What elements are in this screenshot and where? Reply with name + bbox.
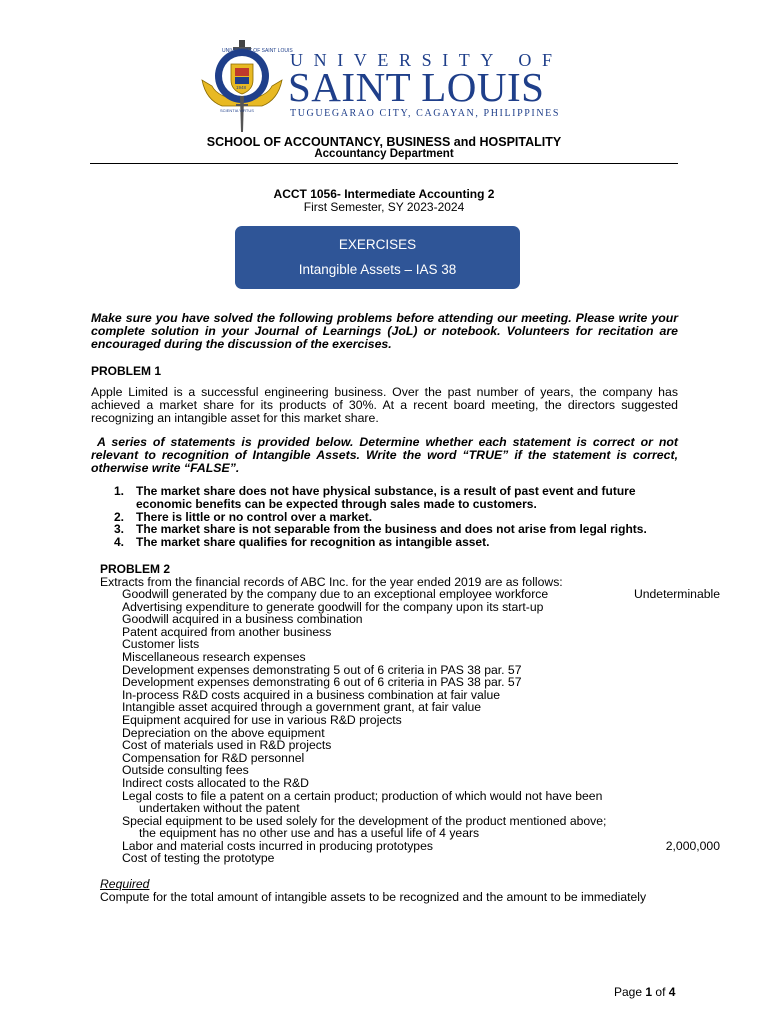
department-name: Accountancy Department <box>314 148 454 160</box>
required-label: Required <box>100 877 150 891</box>
problem1-instruction <box>91 436 678 475</box>
university-seal-logo <box>200 40 293 134</box>
statement-text: The market share qualifies for recognition as intangible asset. <box>136 535 490 550</box>
item-continuation: the equipment has no other use and has a useful life of 4 years <box>139 826 480 841</box>
item-label: Compensation for R&D personnel <box>122 750 305 765</box>
page-total: 4 <box>668 985 676 999</box>
semester-label: First Semester, SY 2023-2024 <box>303 200 465 214</box>
problem1-instruction-text: A series of statements is provided below. Determine whether each statement is correct or not relevant to recognition of Intangible Assets. Write the word “TRUE” if the statement is correct, otherwise write “FALSE”. <box>91 435 678 475</box>
statement-text: The market share does not have physical substance, is a result of past event and future economic benefits can be expected through sales made to customers. <box>136 484 636 511</box>
statement-text: There is little or no control over a market. <box>136 509 373 524</box>
required-text: Compute for the total amount of intangible assets to be recognized and the amount to be immediately <box>100 890 647 904</box>
problem1-title: PROBLEM 1 <box>91 364 162 378</box>
university-name-line1: UNIVERSITY OF <box>290 50 563 70</box>
page-word: Page <box>614 985 643 999</box>
item-continuation: undertaken without the patent <box>139 801 300 816</box>
list-item <box>122 790 720 815</box>
problem2-title: PROBLEM 2 <box>100 562 171 576</box>
school-name: SCHOOL OF ACCOUNTANCY, BUSINESS and HOSPITALITY <box>206 135 562 149</box>
seal-year: 1948 <box>236 85 247 90</box>
item-label: Patent acquired from another business <box>122 624 332 639</box>
problem1-paragraph: Apple Limited is a successful engineering business. Over the past number of years, the company has achieved a market share for its products of 30%. At a recent board meeting, the directors suggested recognizing an intangible asset for this market share. <box>91 385 678 425</box>
item-label: Goodwill generated by the company due to an exceptional employee workforce <box>122 587 549 601</box>
item-label: Cost of testing the prototype <box>122 851 275 866</box>
statement-number: 3. <box>114 522 125 537</box>
list-item <box>122 626 720 639</box>
item-label: Advertising expenditure to generate goodwill for the company upon its start-up <box>122 599 544 614</box>
problem2-item-list <box>122 588 720 865</box>
item-label: Cost of materials used in R&D projects <box>122 738 332 753</box>
item-label: Development expenses demonstrating 6 out of 6 criteria in PAS 38 par. 57 <box>122 675 522 690</box>
item-amount: Undeterminable <box>633 587 720 601</box>
problem1-statement-list <box>114 485 678 549</box>
instructions-intro: Make sure you have solved the following problems before attending our meeting. Please write your complete solution in your Journal of Learnings (JoL) or notebook. Volunteers for recitation are encouraged during the discussion of the exercises. <box>91 311 678 351</box>
list-item <box>122 815 720 840</box>
statement-number: 2. <box>114 509 125 524</box>
seal-motto: SCIENTIA VIRTUS <box>220 108 254 113</box>
university-location: TUGUEGARAO CITY, CAGAYAN, PHILIPPINES <box>290 108 561 119</box>
item-label: Goodwill acquired in a business combination <box>122 612 363 627</box>
statement-number: 4. <box>114 535 125 550</box>
item-label: Outside consulting fees <box>122 763 249 778</box>
page-number <box>614 985 675 999</box>
item-label: Miscellaneous research expenses <box>122 649 306 664</box>
item-label: Equipment acquired for use in various R&D projects <box>122 712 402 727</box>
exercises-banner <box>235 226 520 289</box>
item-label: Depreciation on the above equipment <box>122 725 325 740</box>
item-label: Development expenses demonstrating 5 out of 6 criteria in PAS 38 par. 57 <box>122 662 522 677</box>
banner-subtitle: Intangible Assets – IAS 38 <box>298 262 457 277</box>
header-divider <box>90 163 678 164</box>
course-title: ACCT 1056- Intermediate Accounting 2 <box>273 187 495 201</box>
statement-text: The market share is not separable from the business and does not arise from legal rights. <box>136 522 647 537</box>
item-label: In-process R&D costs acquired in a business combination at fair value <box>122 687 500 702</box>
university-name-line2: SAINT LOUIS <box>288 64 545 110</box>
item-amount: 2,000,000 <box>665 838 720 853</box>
page-current: 1 <box>645 985 653 999</box>
banner-title: EXERCISES <box>338 237 417 252</box>
list-item <box>122 852 720 865</box>
item-label: Legal costs to file a patent on a certain product; production of which would not have been <box>122 788 603 803</box>
statement-number: 1. <box>114 484 125 498</box>
item-label: Special equipment to be used solely for the development of the product mentioned above; <box>122 813 607 828</box>
seal-top-text: UNIVERSITY OF SAINT LOUIS <box>222 48 293 54</box>
item-label: Intangible asset acquired through a government grant, at fair value <box>122 700 482 715</box>
problem2-intro: Extracts from the financial records of ABC Inc. for the year ended 2019 are as follows: <box>100 575 563 589</box>
list-item <box>114 536 678 549</box>
item-label: Indirect costs allocated to the R&D <box>122 775 309 790</box>
page-of: of <box>655 985 666 999</box>
item-label: Labor and material costs incurred in producing prototypes <box>122 838 433 853</box>
item-label: Customer lists <box>122 637 200 652</box>
list-item <box>114 485 678 511</box>
